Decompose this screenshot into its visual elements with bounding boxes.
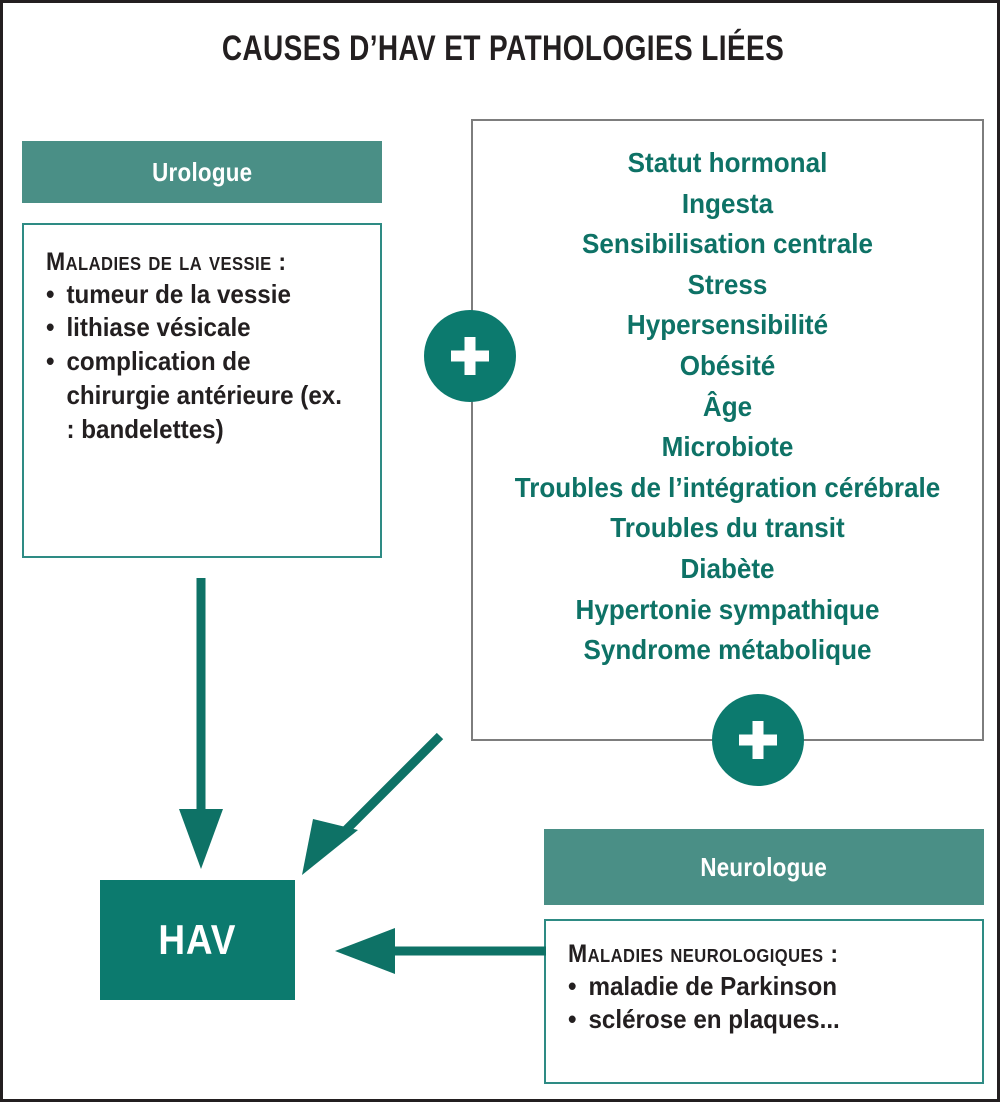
hav-outcome-box: [100, 880, 295, 1000]
urologue-header-label: Urologue: [151, 156, 253, 187]
list-item: • lithiase vésicale: [46, 311, 357, 345]
neurologue-disease-box: [544, 919, 984, 1084]
list-item: Syndrome métabolique: [583, 634, 872, 666]
urologue-header: [22, 141, 382, 203]
list-item: Microbiote: [661, 431, 794, 463]
neurologue-disease-title: Maladies neurologiques :: [568, 940, 839, 968]
list-item: Hypertonie sympathique: [575, 593, 880, 625]
list-item: • sclérose en plaques...: [568, 1003, 953, 1037]
list-item: • tumeur de la vessie: [46, 278, 357, 312]
list-item: • maladie de Parkinson: [568, 970, 953, 1004]
list-item: Stress: [687, 268, 768, 300]
neurologue-header-label: Neurologue: [700, 851, 828, 882]
list-item: Sensibilisation centrale: [582, 228, 873, 260]
list-item: • complication de chirurgie antérieure (ex. : bandelettes): [46, 345, 345, 446]
urologue-disease-list: [46, 278, 380, 447]
neurologue-disease-list: [568, 970, 982, 1038]
risk-factors-list: [473, 121, 982, 671]
plus-icon-bar-vertical: [753, 721, 764, 759]
hav-outcome-label: HAV: [158, 916, 237, 963]
arrow-neurologue-to-hav: [335, 928, 546, 974]
neurologue-header: [544, 829, 984, 905]
list-item: Troubles du transit: [610, 512, 845, 544]
urologue-disease-title: Maladies de la vessie :: [46, 248, 287, 276]
risk-factors-box: [471, 119, 984, 741]
list-item: Statut hormonal: [627, 147, 828, 178]
list-item: Ingesta: [681, 187, 774, 219]
plus-icon-urologue-factors: [424, 310, 516, 402]
list-item: Âge: [702, 390, 753, 422]
arrow-factors-to-hav: [302, 736, 440, 875]
urologue-disease-box: [22, 223, 382, 558]
list-item: Diabète: [680, 552, 775, 584]
page-title: CAUSES D’HAV ET PATHOLOGIES LIÉES: [221, 29, 785, 68]
list-item: Obésité: [679, 349, 776, 381]
list-item: Hypersensibilité: [626, 309, 829, 341]
plus-icon-factors-neurologue: [712, 694, 804, 786]
arrow-urologue-to-hav: [179, 578, 223, 869]
plus-icon-bar-vertical: [465, 337, 476, 375]
list-item: Troubles de l’intégration cérébrale: [514, 471, 941, 503]
